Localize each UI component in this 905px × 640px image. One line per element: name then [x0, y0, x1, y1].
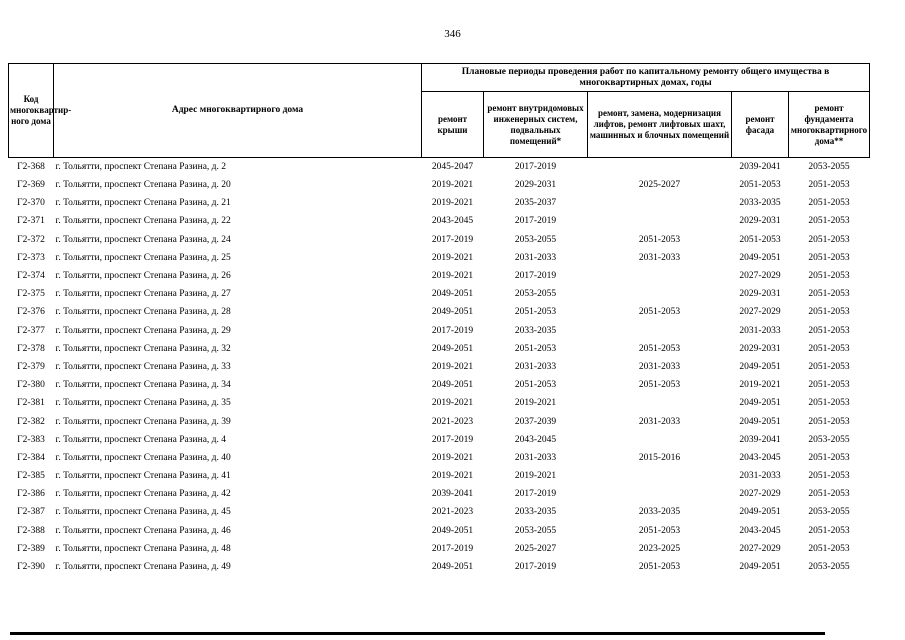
systems-period: 2025-2027 [514, 543, 557, 554]
lifts-period: 2051-2053 [638, 307, 681, 318]
roof-period: 2049-2051 [431, 289, 474, 300]
header-facade-repair: ремонт фасада [732, 92, 789, 158]
repair-schedule-table [8, 63, 870, 576]
roof-period: 2021-2023 [431, 507, 474, 518]
lifts-period [588, 285, 732, 303]
house-code: Г2-390 [17, 562, 45, 573]
lifts-period: 2031-2033 [638, 252, 681, 263]
table-row [9, 376, 870, 394]
systems-period: 2053-2055 [514, 525, 557, 536]
facade-period: 2029-2031 [739, 343, 781, 354]
lifts-period: 2051-2053 [638, 343, 681, 354]
facade-period: 2019-2021 [739, 380, 781, 391]
house-address: г. Тольятти, проспект Степана Разина, д. 26 [55, 271, 231, 282]
systems-period: 2017-2019 [514, 562, 557, 573]
facade-period: 2029-2031 [739, 289, 781, 300]
facade-period: 2039-2041 [739, 162, 781, 172]
foundation-period: 2051-2053 [808, 380, 850, 391]
house-address: г. Тольятти, проспект Степана Разина, д. 22 [55, 216, 231, 227]
roof-period: 2039-2041 [431, 489, 474, 500]
roof-period: 2049-2051 [431, 525, 474, 536]
facade-period: 2027-2029 [739, 543, 781, 554]
foundation-period: 2051-2053 [808, 180, 850, 191]
roof-period: 2019-2021 [431, 180, 474, 191]
facade-period: 2027-2029 [739, 307, 781, 318]
systems-period: 2051-2053 [514, 343, 557, 354]
header-house-code: Код многоквартир-ного дома [9, 64, 54, 158]
header-lifts-repair: ремонт, замена, модернизация лифтов, ремонт лифтовых шахт, машинных и блочных помещений [588, 92, 732, 158]
table-row [9, 358, 870, 376]
table-row [9, 249, 870, 267]
table-row [9, 394, 870, 412]
roof-period: 2049-2051 [431, 562, 474, 573]
roof-period: 2049-2051 [431, 380, 474, 391]
house-address: г. Тольятти, проспект Степана Разина, д. 48 [55, 543, 231, 554]
table-row [9, 503, 870, 521]
table-row [9, 176, 870, 194]
house-code: Г2-383 [17, 434, 45, 445]
foundation-period: 2051-2053 [808, 234, 850, 245]
house-code: Г2-368 [17, 162, 45, 172]
house-code: Г2-370 [17, 198, 45, 209]
facade-period: 2049-2051 [739, 398, 781, 409]
house-code: Г2-374 [17, 271, 45, 282]
foundation-period: 2051-2053 [808, 216, 850, 227]
lifts-period [588, 267, 732, 285]
lifts-period [588, 322, 732, 340]
foundation-period: 2051-2053 [808, 271, 850, 282]
table-row [9, 231, 870, 249]
house-code: Г2-375 [17, 289, 45, 300]
foundation-period: 2053-2055 [808, 562, 850, 573]
systems-period: 2037-2039 [514, 416, 557, 427]
facade-period: 2051-2053 [739, 180, 781, 191]
roof-period: 2045-2047 [431, 162, 474, 172]
systems-period: 2019-2021 [514, 398, 557, 409]
lifts-period: 2051-2053 [638, 562, 681, 573]
facade-period: 2031-2033 [739, 325, 781, 336]
lifts-period [588, 212, 732, 230]
house-address: г. Тольятти, проспект Степана Разина, д. 45 [55, 507, 231, 518]
systems-period: 2053-2055 [514, 234, 557, 245]
lifts-period: 2051-2053 [638, 525, 681, 536]
house-code: Г2-384 [17, 452, 45, 463]
table-row [9, 449, 870, 467]
lifts-period [588, 485, 732, 503]
roof-period: 2049-2051 [431, 307, 474, 318]
house-code: Г2-382 [17, 416, 45, 427]
roof-period: 2019-2021 [431, 198, 474, 209]
house-code: Г2-387 [17, 507, 45, 518]
table-row [9, 303, 870, 321]
lifts-period [588, 394, 732, 412]
foundation-period: 2053-2055 [808, 162, 850, 172]
facade-period: 2049-2051 [739, 361, 781, 372]
roof-period: 2019-2021 [431, 271, 474, 282]
lifts-period [588, 431, 732, 449]
house-code: Г2-388 [17, 525, 45, 536]
systems-period: 2035-2037 [514, 198, 557, 209]
foundation-period: 2051-2053 [808, 343, 850, 354]
house-code: Г2-372 [17, 234, 45, 245]
house-address: г. Тольятти, проспект Степана Разина, д. 27 [55, 289, 231, 300]
foundation-period: 2051-2053 [808, 325, 850, 336]
house-address: г. Тольятти, проспект Степана Разина, д. 41 [55, 471, 231, 482]
foundation-period: 2051-2053 [808, 361, 850, 372]
house-address: г. Тольятти, проспект Степана Разина, д. 21 [55, 198, 231, 209]
foundation-period: 2051-2053 [808, 198, 850, 209]
roof-period: 2019-2021 [431, 252, 474, 263]
foundation-period: 2051-2053 [808, 452, 850, 463]
house-address: г. Тольятти, проспект Степана Разина, д. 34 [55, 380, 231, 391]
table-row [9, 194, 870, 212]
roof-period: 2043-2045 [431, 216, 474, 227]
roof-period: 2017-2019 [431, 543, 474, 554]
foundation-period: 2051-2053 [808, 543, 850, 554]
roof-period: 2017-2019 [431, 434, 474, 445]
table-row [9, 285, 870, 303]
systems-period: 2019-2021 [514, 471, 557, 482]
house-code: Г2-371 [17, 216, 45, 227]
house-code: Г2-377 [17, 325, 45, 336]
house-code: Г2-379 [17, 361, 45, 372]
table-row [9, 522, 870, 540]
lifts-period: 2031-2033 [638, 416, 681, 427]
table-row [9, 558, 870, 576]
systems-period: 2053-2055 [514, 289, 557, 300]
lifts-period [588, 467, 732, 485]
house-code: Г2-376 [17, 307, 45, 318]
table-row [9, 158, 870, 177]
house-code: Г2-369 [17, 180, 45, 191]
header-row-group [9, 64, 870, 92]
roof-period: 2021-2023 [431, 416, 474, 427]
systems-period: 2031-2033 [514, 452, 557, 463]
header-planned-periods: Плановые периоды проведения работ по капитальному ремонту общего имущества в многоквартирных домах, годы [422, 64, 870, 92]
house-address: г. Тольятти, проспект Степана Разина, д. 49 [55, 562, 231, 573]
foundation-period: 2051-2053 [808, 525, 850, 536]
systems-period: 2051-2053 [514, 380, 557, 391]
table-row [9, 467, 870, 485]
house-address: г. Тольятти, проспект Степана Разина, д. 28 [55, 307, 231, 318]
facade-period: 2049-2051 [739, 416, 781, 427]
header-foundation-repair: ремонт фундамента многоквартирного дома** [789, 92, 870, 158]
roof-period: 2019-2021 [431, 398, 474, 409]
house-code: Г2-385 [17, 471, 45, 482]
foundation-period: 2051-2053 [808, 398, 850, 409]
facade-period: 2049-2051 [739, 562, 781, 573]
facade-period: 2043-2045 [739, 452, 781, 463]
house-address: г. Тольятти, проспект Степана Разина, д. 39 [55, 416, 231, 427]
house-address: г. Тольятти, проспект Степана Разина, д. 4 [55, 434, 226, 445]
foundation-period: 2053-2055 [808, 434, 850, 445]
footer-rule [10, 632, 825, 635]
house-address: г. Тольятти, проспект Степана Разина, д. 29 [55, 325, 231, 336]
foundation-period: 2053-2055 [808, 507, 850, 518]
facade-period: 2049-2051 [739, 507, 781, 518]
house-code: Г2-389 [17, 543, 45, 554]
systems-period: 2031-2033 [514, 252, 557, 263]
table-row [9, 431, 870, 449]
lifts-period: 2033-2035 [638, 507, 681, 518]
table-row [9, 540, 870, 558]
foundation-period: 2051-2053 [808, 416, 850, 427]
facade-period: 2027-2029 [739, 489, 781, 500]
foundation-period: 2051-2053 [808, 289, 850, 300]
house-address: г. Тольятти, проспект Степана Разина, д. 35 [55, 398, 231, 409]
house-code: Г2-386 [17, 489, 45, 500]
systems-period: 2017-2019 [514, 271, 557, 282]
roof-period: 2017-2019 [431, 234, 474, 245]
lifts-period: 2051-2053 [638, 234, 681, 245]
house-address: г. Тольятти, проспект Степана Разина, д. 32 [55, 343, 231, 354]
header-roof-repair: ремонт крыши [422, 92, 484, 158]
house-code: Г2-381 [17, 398, 45, 409]
lifts-period [588, 158, 732, 177]
systems-period: 2017-2019 [514, 216, 557, 227]
facade-period: 2049-2051 [739, 252, 781, 263]
lifts-period: 2015-2016 [638, 452, 681, 463]
header-house-address: Адрес многоквартирного дома [54, 64, 422, 158]
facade-period: 2043-2045 [739, 525, 781, 536]
roof-period: 2019-2021 [431, 361, 474, 372]
house-address: г. Тольятти, проспект Степана Разина, д. 46 [55, 525, 231, 536]
page-number: 346 [444, 28, 461, 40]
facade-period: 2031-2033 [739, 471, 781, 482]
table-row [9, 322, 870, 340]
house-code: Г2-373 [17, 252, 45, 263]
lifts-period: 2023-2025 [638, 543, 681, 554]
table-row [9, 412, 870, 430]
foundation-period: 2051-2053 [808, 489, 850, 500]
house-code: Г2-380 [17, 380, 45, 391]
lifts-period [588, 194, 732, 212]
house-address: г. Тольятти, проспект Степана Разина, д. 33 [55, 361, 231, 372]
table-row [9, 212, 870, 230]
facade-period: 2027-2029 [739, 271, 781, 282]
facade-period: 2039-2041 [739, 434, 781, 445]
systems-period: 2017-2019 [514, 489, 557, 500]
roof-period: 2049-2051 [431, 343, 474, 354]
roof-period: 2019-2021 [431, 471, 474, 482]
foundation-period: 2051-2053 [808, 471, 850, 482]
house-address: г. Тольятти, проспект Степана Разина, д. 20 [55, 180, 231, 191]
systems-period: 2029-2031 [514, 180, 557, 191]
lifts-period: 2025-2027 [638, 180, 681, 191]
header-systems-repair: ремонт внутридомовых инженерных систем, подвальных помещений* [484, 92, 588, 158]
systems-period: 2031-2033 [514, 361, 557, 372]
house-address: г. Тольятти, проспект Степана Разина, д. 24 [55, 234, 231, 245]
table-row [9, 340, 870, 358]
roof-period: 2017-2019 [431, 325, 474, 336]
house-address: г. Тольятти, проспект Степана Разина, д. 40 [55, 452, 231, 463]
facade-period: 2033-2035 [739, 198, 781, 209]
facade-period: 2029-2031 [739, 216, 781, 227]
house-address: г. Тольятти, проспект Степана Разина, д. 2 [55, 162, 226, 172]
systems-period: 2017-2019 [514, 162, 557, 172]
house-address: г. Тольятти, проспект Степана Разина, д. 42 [55, 489, 231, 500]
systems-period: 2043-2045 [514, 434, 557, 445]
foundation-period: 2051-2053 [808, 252, 850, 263]
systems-period: 2051-2053 [514, 307, 557, 318]
systems-period: 2033-2035 [514, 507, 557, 518]
foundation-period: 2051-2053 [808, 307, 850, 318]
house-code: Г2-378 [17, 343, 45, 354]
table-row [9, 485, 870, 503]
facade-period: 2051-2053 [739, 234, 781, 245]
table-row [9, 267, 870, 285]
roof-period: 2019-2021 [431, 452, 474, 463]
lifts-period: 2051-2053 [638, 380, 681, 391]
lifts-period: 2031-2033 [638, 361, 681, 372]
systems-period: 2033-2035 [514, 325, 557, 336]
house-address: г. Тольятти, проспект Степана Разина, д. 25 [55, 252, 231, 263]
